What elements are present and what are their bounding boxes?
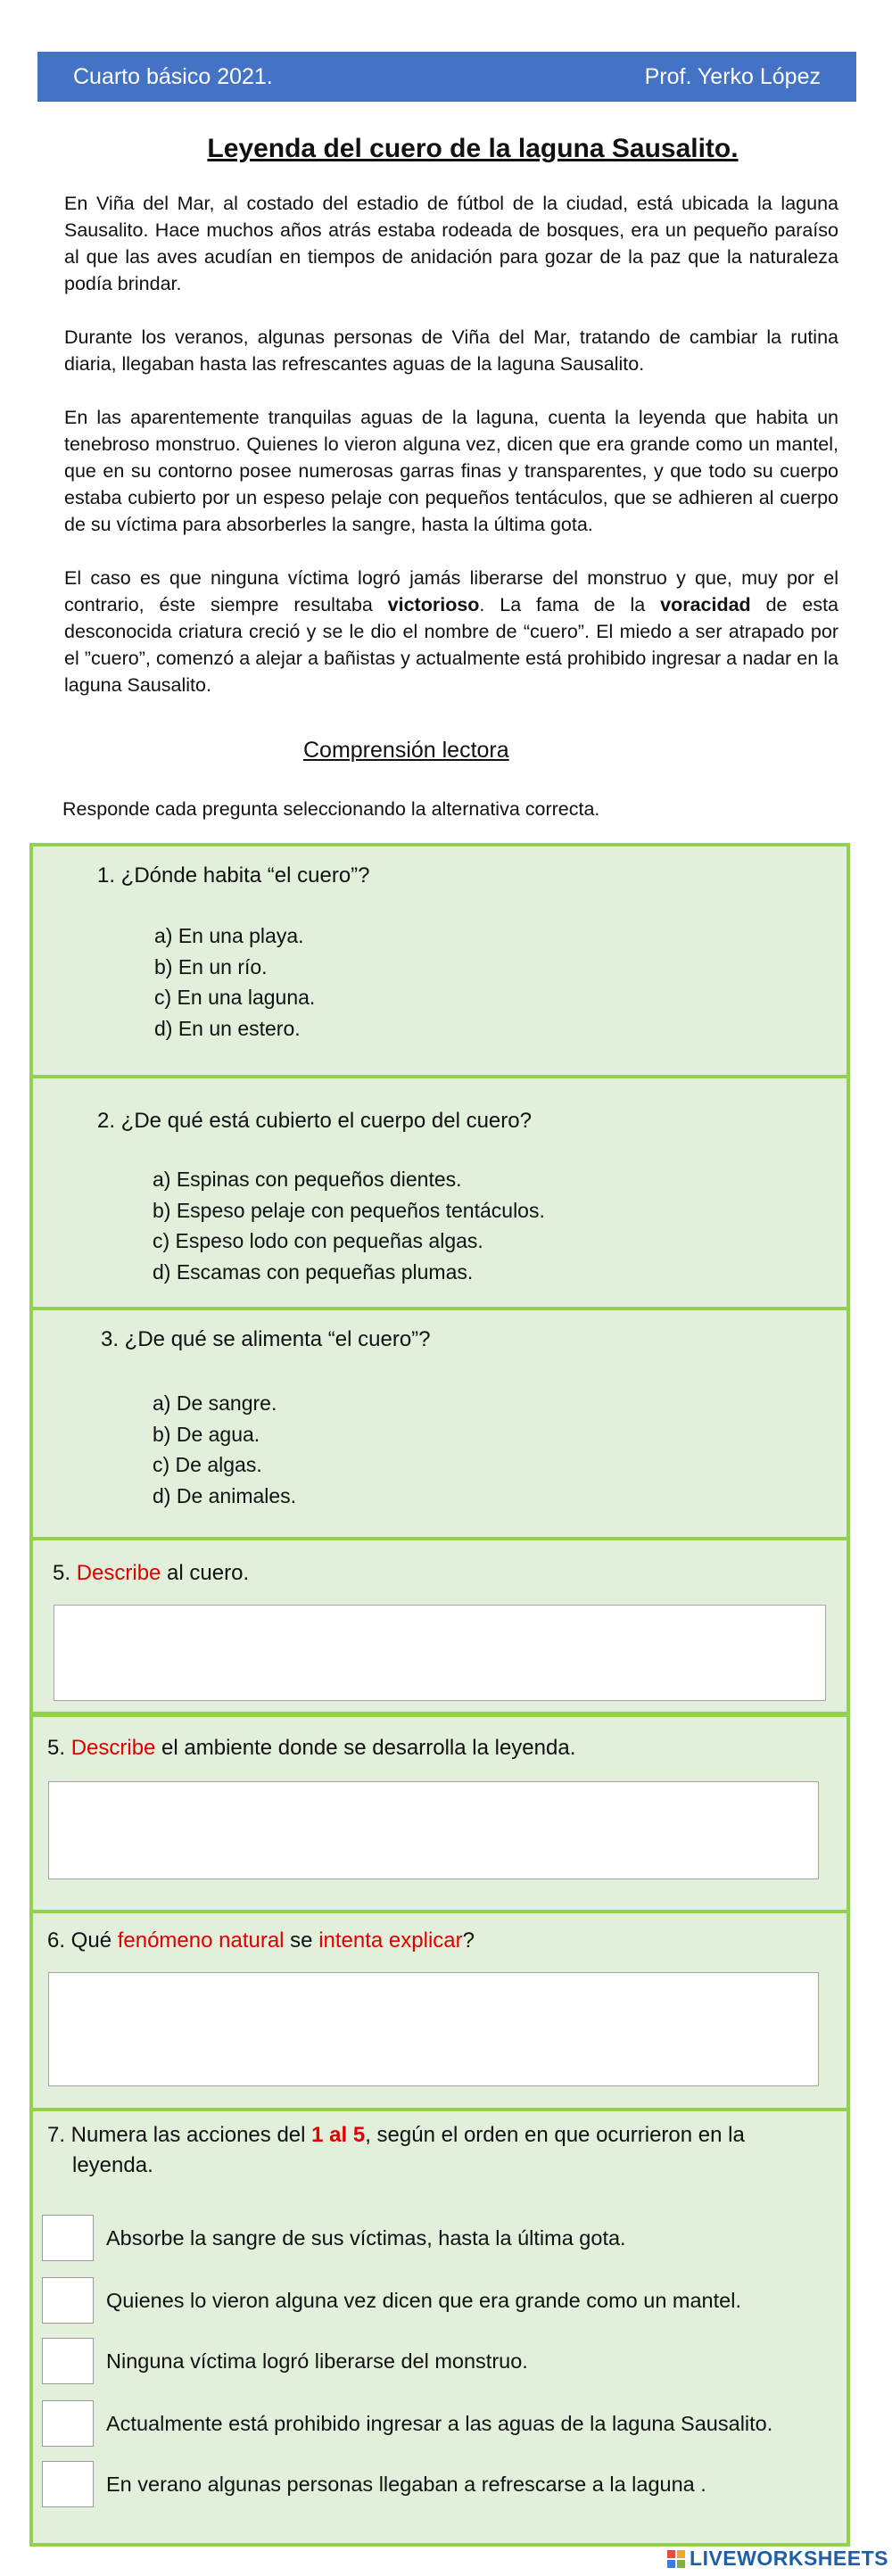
question-3-box xyxy=(29,1307,850,1540)
reading-paragraph-3: En las aparentemente tranquilas aguas de la laguna, cuenta la leyenda que habita un tenebroso monstruo. Quienes lo vieron alguna vez, dicen que era grande como un mantel, que en su contorno posee numerosas garras finas y transparentes, y que todo su cuerpo estaba cubierto por un espeso pelaje con pequeños tentáculos, que se adhieren al cuerpo de su víctima para absorberles la sangre, hasta la última gota. xyxy=(64,407,838,535)
q5-keyword: Describe xyxy=(70,1736,156,1760)
q7-text-c: leyenda. xyxy=(72,2153,153,2177)
question-1-options xyxy=(154,921,315,1044)
p4-bold-voracidad: voracidad xyxy=(660,594,751,615)
q4-keyword: Describe xyxy=(76,1561,161,1585)
q3-option-d[interactable]: d) De animales. xyxy=(153,1483,297,1507)
order-input-5[interactable] xyxy=(42,2461,94,2507)
p4-text-a: El caso es que ninguna víctima logró jamás liberarse del monstruo y que, muy por el contrario, éste siempre resultaba xyxy=(64,567,838,615)
question-2-box xyxy=(29,1075,850,1310)
describe-ambiente-answer-box[interactable] xyxy=(48,1781,819,1879)
liveworksheets-logo xyxy=(667,2547,888,2571)
order-item-text-1: Absorbe la sangre de sus víctimas, hasta la última gota. xyxy=(106,2225,626,2250)
q2-option-c[interactable]: c) Espeso lodo con pequeñas algas. xyxy=(153,1229,483,1252)
logo-text: LIVEWORKSHEETS xyxy=(690,2547,888,2570)
q7-text-a: 7. Numera las acciones del xyxy=(47,2123,312,2147)
q2-option-d[interactable]: d) Escamas con pequeñas plumas. xyxy=(153,1259,474,1284)
order-item-5 xyxy=(42,2459,706,2509)
p4-text-e: de esta desconocida criatura creció y se le dio el nombre de “cuero”. El miedo a ser atrapado por el ”cuero”, comenzó a alejar a bañistas y actualmente está prohibido ingresar a nadar en la laguna Sausalito. xyxy=(64,594,839,696)
q2-option-b[interactable]: b) Espeso pelaje con pequeños tentáculos. xyxy=(153,1198,545,1222)
question-2-text: 2. ¿De qué está cubierto el cuerpo del cuero? xyxy=(97,1109,532,1133)
q7-range: 1 al 5 xyxy=(311,2123,366,2147)
order-input-4[interactable] xyxy=(42,2400,94,2447)
q5-rest: el ambiente donde se desarrolla la leyenda. xyxy=(155,1736,576,1760)
reading-paragraph-4 xyxy=(64,565,838,698)
logo-grid-icon xyxy=(667,2550,685,2568)
order-item-2 xyxy=(42,2275,741,2325)
q4-number: 5. xyxy=(53,1561,77,1585)
course-label: Cuarto básico 2021. xyxy=(73,63,273,89)
question-4-box xyxy=(29,1537,850,1715)
question-3-options xyxy=(153,1388,296,1511)
question-6-box xyxy=(29,1910,850,2111)
order-item-3 xyxy=(42,2336,528,2386)
question-5-text xyxy=(47,1733,575,1763)
order-item-text-3: Ninguna víctima logró liberarse del monstruo. xyxy=(106,2349,528,2373)
fenomeno-answer-box[interactable] xyxy=(48,1972,819,2086)
question-2-options xyxy=(153,1164,545,1287)
header-banner xyxy=(37,52,856,102)
q7-text-b: , según el orden en que ocurrieron en la xyxy=(365,2123,745,2147)
q6-keyword-2: intenta explicar xyxy=(318,1928,463,1953)
q1-option-c[interactable]: c) En una laguna. xyxy=(154,986,316,1009)
question-4-text xyxy=(53,1558,249,1589)
question-3-text: 3. ¿De qué se alimenta “el cuero”? xyxy=(101,1327,431,1351)
q6-text-a: 6. Qué xyxy=(47,1928,118,1953)
q1-option-d[interactable]: d) En un estero. xyxy=(154,1016,301,1040)
reading-paragraph-1: En Viña del Mar, al costado del estadio de fútbol de la ciudad, está ubicada la laguna Sausalito. Hace muchos años atrás estaba rodeada de bosques, era un pequeño paraíso al que las aves acudían en tiempos de anidación para gozar de la paz que la naturaleza podía brindar. xyxy=(64,193,838,294)
q6-text-b: se xyxy=(284,1928,319,1953)
question-7-box xyxy=(29,2108,850,2547)
order-input-1[interactable] xyxy=(42,2215,94,2261)
q6-keyword-1: fenómeno natural xyxy=(117,1928,285,1953)
teacher-label: Prof. Yerko López xyxy=(644,63,821,89)
instructions: Responde cada pregunta seleccionando la alternativa correcta. xyxy=(62,798,600,820)
q5-number: 5. xyxy=(47,1736,71,1760)
describe-cuero-answer-box[interactable] xyxy=(54,1605,826,1701)
q2-option-a[interactable]: a) Espinas con pequeños dientes. xyxy=(153,1168,462,1191)
reading-paragraph-2: Durante los veranos, algunas personas de Viña del Mar, tratando de cambiar la rutina diaria, llegaban hasta las refrescantes aguas de la laguna Sausalito. xyxy=(64,326,838,375)
q6-text-c: ? xyxy=(462,1928,475,1953)
p4-text-c: . La fama de la xyxy=(479,594,661,615)
question-7-text xyxy=(47,2120,823,2181)
order-item-text-2: Quienes lo vieron alguna vez dicen que era grande como un mantel. xyxy=(106,2288,741,2312)
q1-option-b[interactable]: b) En un río. xyxy=(154,954,268,978)
question-6-text xyxy=(47,1926,475,1956)
order-item-1 xyxy=(42,2213,626,2263)
order-item-text-4: Actualmente está prohibido ingresar a las aguas de la laguna Sausalito. xyxy=(106,2411,773,2435)
section-subtitle: Comprensión lectora xyxy=(303,738,509,763)
order-input-3[interactable] xyxy=(42,2338,94,2384)
q4-rest: al cuero. xyxy=(161,1561,250,1585)
question-5-box xyxy=(29,1713,850,1913)
q3-option-b[interactable]: b) De agua. xyxy=(153,1422,260,1446)
order-item-text-5: En verano algunas personas llegaban a refrescarse a la laguna . xyxy=(106,2472,706,2496)
p4-bold-victorioso: victorioso xyxy=(387,594,480,615)
question-1-text: 1. ¿Dónde habita “el cuero”? xyxy=(97,863,370,888)
q1-option-a[interactable]: a) En una playa. xyxy=(154,924,304,947)
order-item-4 xyxy=(42,2398,772,2448)
page-title: Leyenda del cuero de la laguna Sausalito. xyxy=(207,134,739,163)
q3-option-a[interactable]: a) De sangre. xyxy=(153,1391,277,1415)
q3-option-c[interactable]: c) De algas. xyxy=(153,1453,262,1476)
order-input-2[interactable] xyxy=(42,2277,94,2324)
reading-text xyxy=(64,190,838,725)
question-1-box xyxy=(29,843,850,1078)
